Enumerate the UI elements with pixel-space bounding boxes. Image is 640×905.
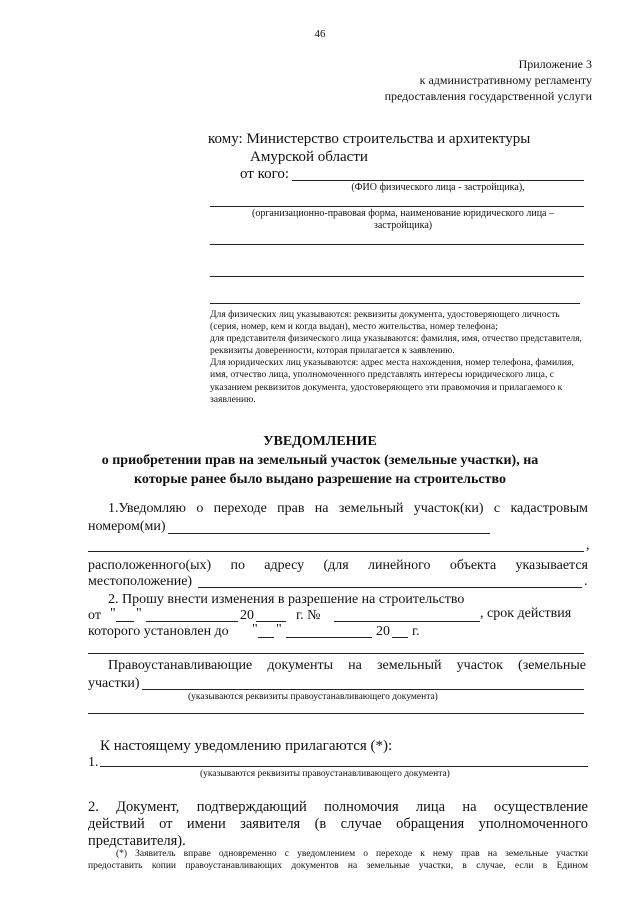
item1-line1: 1.Уведомляю о переходе прав на земельный участок(ки) с кадастровым	[108, 501, 588, 516]
item1-line3: расположенного(ых) по адресу (для линейного объекта указывается	[88, 558, 588, 573]
item2-year-prefix: 20	[240, 608, 254, 623]
valid-until-year-blank[interactable]	[392, 637, 408, 638]
blank-line-2[interactable]	[210, 206, 584, 207]
page-number: 46	[314, 28, 326, 40]
item2-quote-close-2: "	[276, 622, 282, 637]
title-line-1: УВЕДОМЛЕНИЕ	[263, 434, 377, 449]
attachments-intro: К настоящему уведомлению прилагаются (*):	[100, 738, 393, 754]
cadastral-number-blank[interactable]	[168, 533, 490, 534]
doc-item-line3: представителя).	[88, 833, 186, 849]
footnote-line1: (*) Заявитель вправе одновременно с уведомлением о переходе к нему прав на земельные участки	[116, 849, 588, 859]
valid-until-month-blank[interactable]	[286, 637, 372, 638]
note-representative: для представителя физического лица указываются: фамилия, имя, отчество представителя, реквизиты доверенности, которая прилагается к заявлению.	[210, 333, 582, 357]
item2-g2: г.	[412, 624, 420, 639]
item2-from-label: от	[88, 608, 101, 623]
appendix-line-2: к административному регламенту	[419, 73, 592, 87]
appendix-line-1: Приложение 3	[518, 57, 592, 71]
valid-until-day-blank[interactable]	[258, 637, 274, 638]
from-blank-line[interactable]	[292, 180, 584, 181]
note-individuals: Для физических лиц указываются: реквизиты документа, удостоверяющего личность (серия, номер, кем и когда выдан), место жительства, номер телефона;	[210, 309, 560, 333]
blank-line-3[interactable]	[210, 244, 584, 245]
applicant-instructions	[210, 309, 590, 406]
appendix-line-3: предоставления государственной услуги	[384, 89, 592, 103]
note-legal-entities: Для юридических лиц указываются: адрес места нахождения, номер телефона, фамилия, имя, отчество лица, уполномоченного представлять интересы юридического лица, с указанием реквизитов документа, удостоверяющего эти правомочия и прилагаемого к заявлению.	[210, 357, 574, 405]
item1-line4: местоположение)	[88, 574, 193, 589]
rights-docs-line1: Правоустанавливающие документы на земельный участок (земельные	[108, 658, 586, 673]
item2-blank-line[interactable]	[88, 653, 584, 654]
rights-docs-blank[interactable]	[142, 689, 584, 690]
item2-quote-open-2: "	[252, 622, 258, 637]
permit-number-blank[interactable]	[334, 621, 480, 622]
rights-docs-blank-2[interactable]	[88, 713, 584, 714]
caption-legal: (организационно-правовая форма, наименование юридического лица – застройщика)	[252, 208, 554, 231]
permit-day-blank[interactable]	[116, 621, 134, 622]
location-blank[interactable]	[198, 587, 582, 588]
attachments-number: 1.	[88, 755, 99, 770]
addressee-to-continued: Амурской области	[250, 149, 368, 165]
item2-line1: 2. Прошу внести изменения в разрешение на строительство	[108, 592, 465, 607]
item2-established-label: которого установлен до	[88, 624, 229, 639]
item2-number-label: г. №	[296, 608, 321, 623]
appendix-header	[332, 56, 592, 104]
item2-quote-open: "	[110, 606, 116, 621]
item2-year2: 20	[376, 624, 390, 639]
attachment-1-blank[interactable]	[100, 766, 588, 767]
footnote-line2: предоставить копии правоустанавливающих документов на земельные участки, в случае, если в Едином	[88, 861, 588, 871]
document-title	[40, 432, 600, 489]
permit-month-blank[interactable]	[146, 621, 238, 622]
rights-docs-line2: участки)	[88, 676, 140, 691]
doc-item-line2: действий от имени заявителя (в случае обращения уполномоченного	[88, 816, 588, 832]
item1-comma: ,	[586, 538, 590, 553]
item1-period: .	[584, 574, 588, 589]
title-line-3: которые ранее было выдано разрешение на строительство	[134, 472, 506, 487]
title-line-2: о приобретении прав на земельный участок (земельные участки), на	[101, 453, 539, 468]
cadastral-number-blank-2[interactable]	[88, 551, 584, 552]
caption-individual: (ФИО физического лица - застройщика),	[351, 182, 525, 193]
rights-docs-caption: (указываются реквизиты правоустанавливающего документа)	[188, 692, 438, 702]
attachments-caption: (указываются реквизиты правоустанавливающего документа)	[200, 769, 450, 779]
blank-line-4[interactable]	[210, 276, 584, 277]
addressee-to: кому: Министерство строительства и архитектуры	[208, 131, 531, 147]
item2-quote-close: "	[136, 606, 142, 621]
addressee-from-label: от кого:	[240, 166, 290, 182]
blank-line-5[interactable]	[210, 303, 580, 304]
item2-term-label: , срок действия	[480, 606, 572, 621]
doc-item-line1: 2. Документ, подтверждающий полномочия лица на осуществление	[88, 799, 588, 815]
item1-line2: номером(ми)	[88, 519, 166, 534]
